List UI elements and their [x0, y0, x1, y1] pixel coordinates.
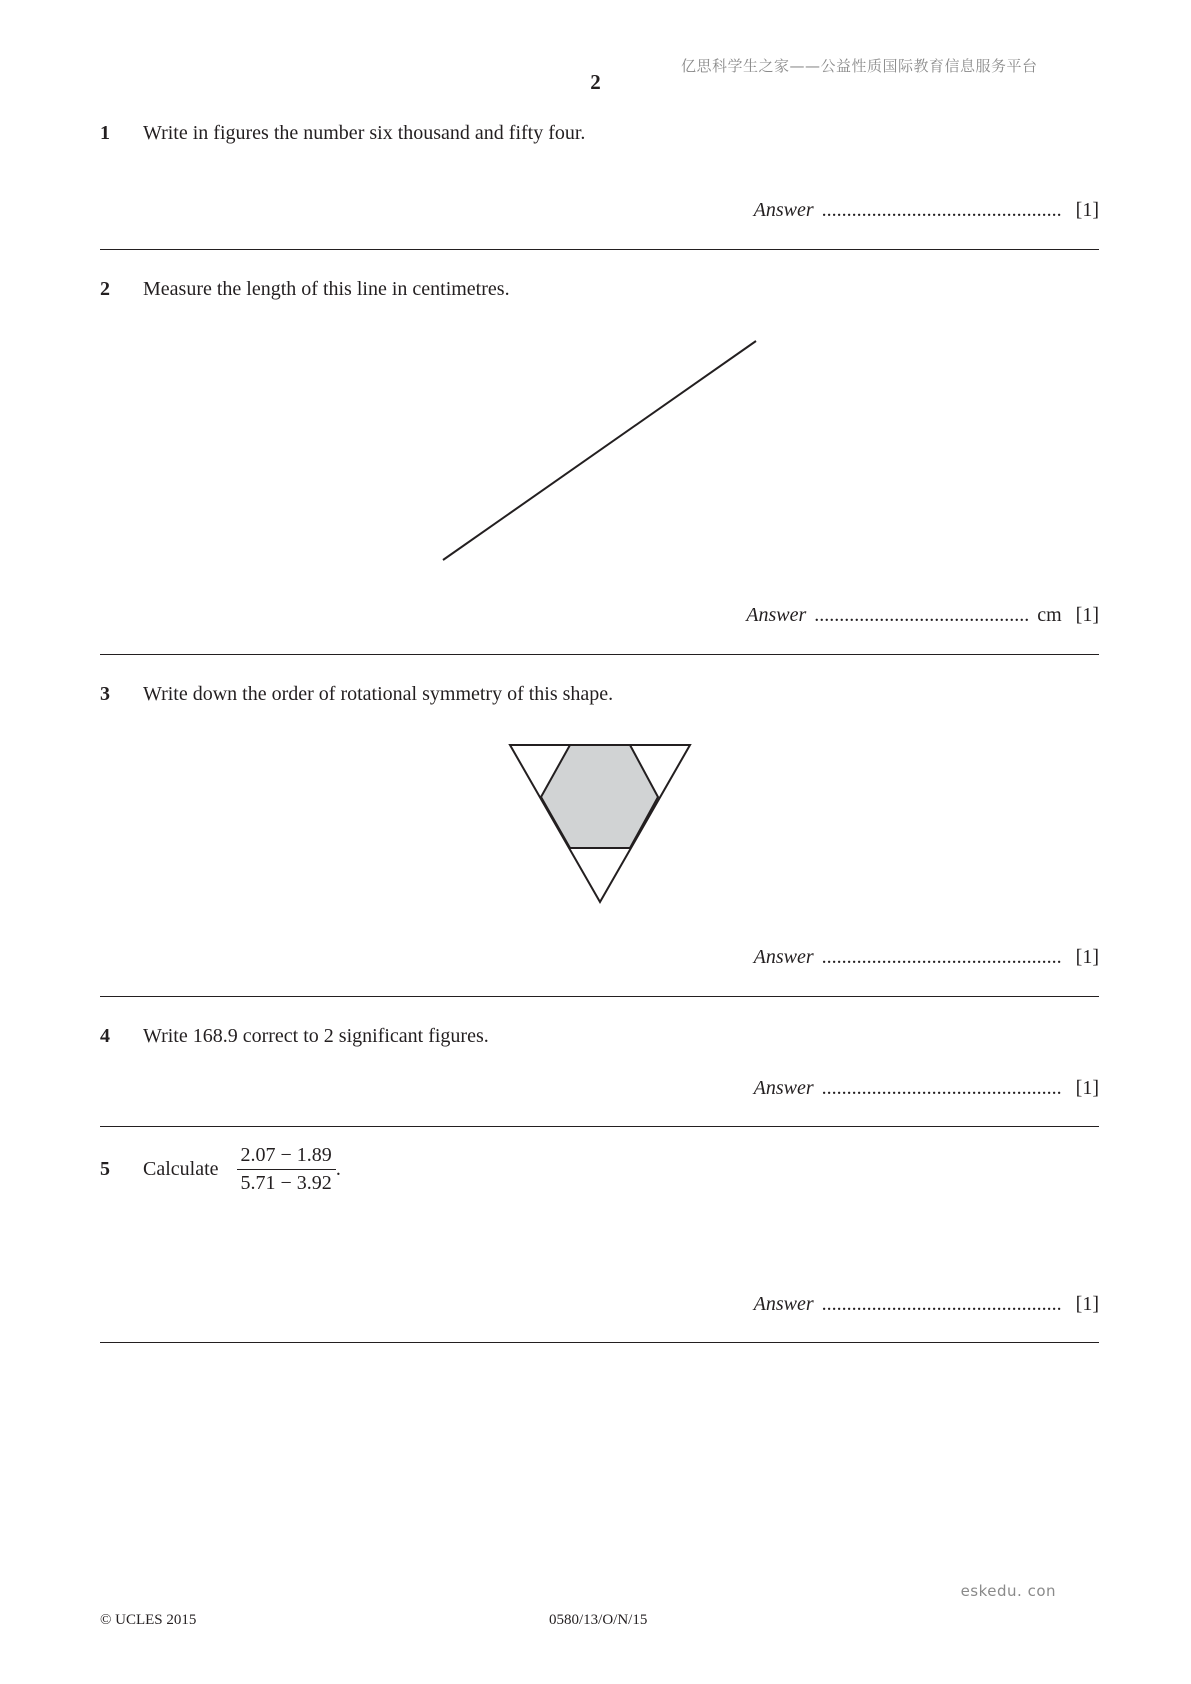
answer-label: Answer — [753, 1077, 814, 1099]
question-5-number: 5 — [100, 1158, 110, 1180]
question-divider — [100, 1342, 1099, 1343]
fraction-numerator: 2.07 − 1.89 — [237, 1144, 336, 1170]
answer-dots[interactable]: ................................................ — [821, 1077, 1062, 1099]
answer-label: Answer — [753, 946, 814, 968]
question-3-text: Write down the order of rotational symmetry of this shape. — [143, 683, 614, 705]
question-1-number: 1 — [100, 122, 110, 144]
question-4-marks: [1] — [1075, 1077, 1099, 1099]
fraction — [237, 1144, 336, 1195]
paper-code: 0580/13/O/N/15 — [549, 1612, 648, 1628]
question-3-answer-line[interactable] — [754, 946, 1099, 969]
question-2-marks: [1] — [1075, 604, 1099, 626]
page-number: 2 — [590, 70, 601, 94]
question-divider — [100, 1126, 1099, 1127]
question-2-text: Measure the length of this line in centimetres. — [143, 278, 510, 300]
question-1-text: Write in figures the number six thousand and fifty four. — [143, 122, 586, 144]
question-5-text: Calculate — [143, 1158, 219, 1180]
question-3-number: 3 — [100, 683, 110, 705]
question-3-marks: [1] — [1075, 946, 1099, 968]
answer-label: Answer — [753, 1293, 814, 1315]
answer-dots[interactable]: ................................................ — [821, 1293, 1062, 1315]
answer-dots[interactable]: ................................................ — [821, 946, 1062, 968]
question-4-text: Write 168.9 correct to 2 significant figures. — [143, 1025, 489, 1047]
fraction-end: . — [335, 1158, 341, 1180]
question-divider — [100, 996, 1099, 997]
watermark-text: 亿思科学生之家——公益性质国际教育信息服务平台 — [681, 57, 1038, 75]
question-4-number: 4 — [100, 1025, 110, 1047]
question-5-answer-line[interactable] — [754, 1293, 1099, 1316]
question-1-marks: [1] — [1075, 199, 1099, 221]
answer-dots[interactable]: ................................................ — [821, 199, 1062, 221]
question-2-number: 2 — [100, 278, 110, 300]
site-watermark: eskedu. con — [960, 1582, 1056, 1600]
question-2-unit: cm — [1037, 604, 1062, 626]
question-5-expression — [143, 1144, 341, 1195]
answer-label: Answer — [753, 199, 814, 221]
answer-label: Answer — [746, 604, 807, 626]
question-4-answer-line[interactable] — [754, 1077, 1099, 1100]
answer-dots[interactable]: ........................................... — [814, 604, 1030, 626]
question-5-marks: [1] — [1075, 1293, 1099, 1315]
fraction-denominator: 5.71 − 3.92 — [240, 1172, 332, 1194]
copyright: © UCLES 2015 — [100, 1612, 197, 1628]
